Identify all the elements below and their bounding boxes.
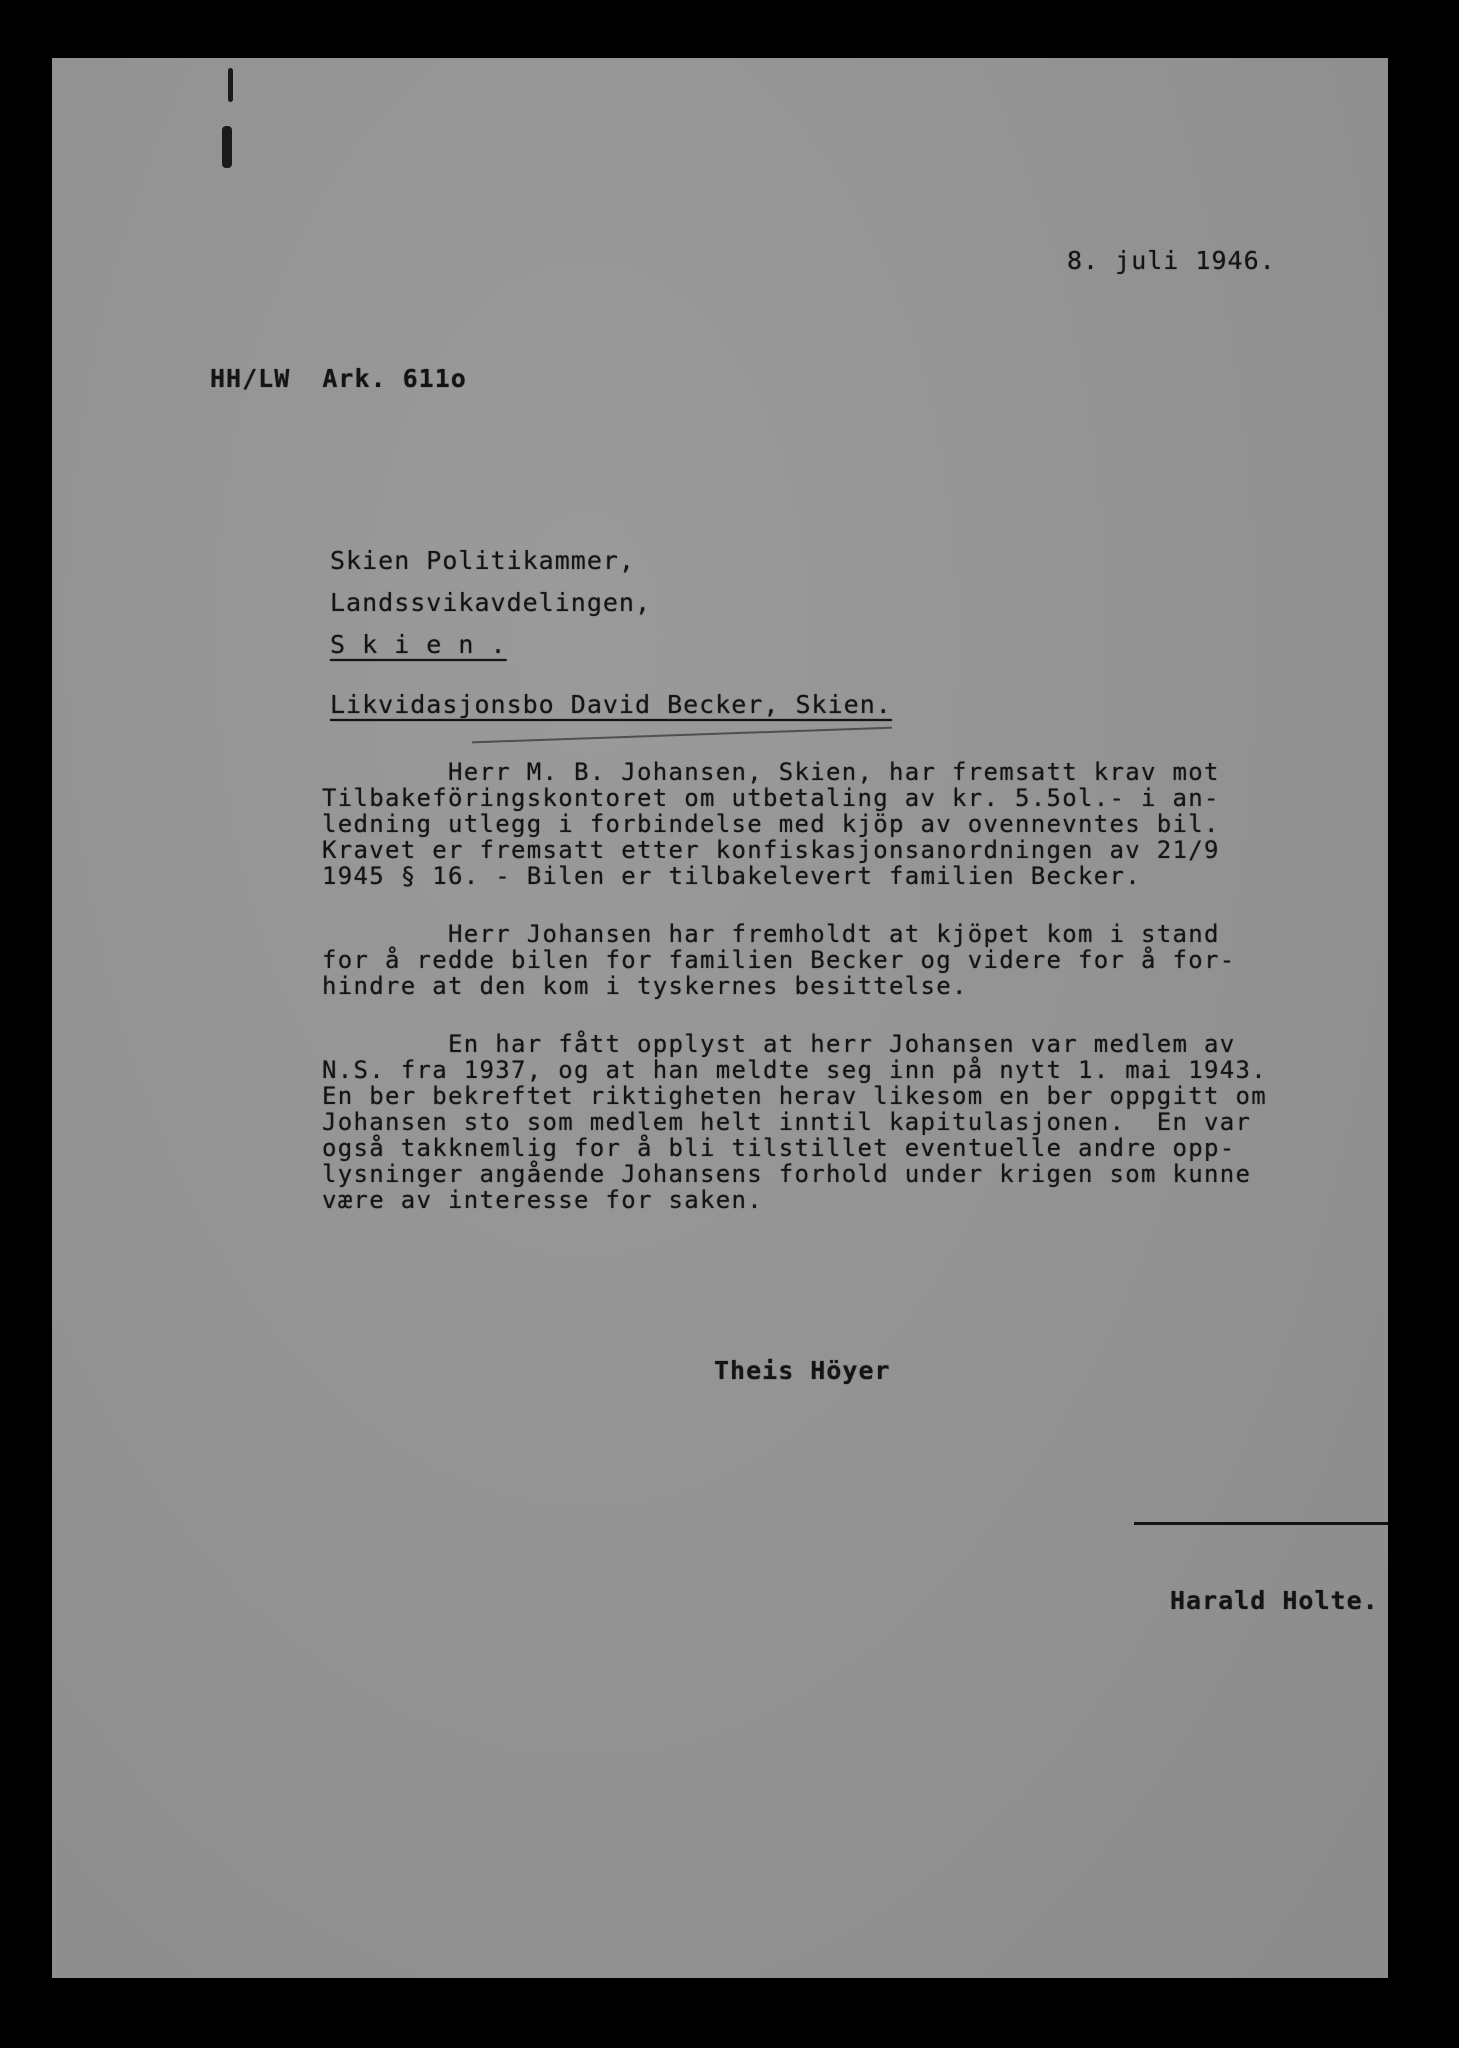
paragraph-line: lysninger angående Johansens forhold under krigen som kunne [322, 1160, 1252, 1188]
letter-page [52, 58, 1388, 1978]
margin-binding-mark [228, 68, 233, 102]
paragraph-line: for å redde bilen for familien Becker og videre for å for- [322, 946, 1236, 974]
paragraph-line: også takknemlig for å bli tilstillet eventuelle andre opp- [322, 1134, 1236, 1162]
paragraph-line: N.S. fra 1937, og at han meldte seg inn på nytt 1. mai 1943. [322, 1056, 1267, 1084]
paragraph-line: Herr Johansen har fremholdt at kjöpet kom i stand [322, 920, 1220, 948]
recipient-line-3: S k i e n . [330, 630, 507, 659]
paragraph-line: hindre at den kom i tyskernes besittelse. [322, 972, 968, 1000]
paragraph-line: være av interesse for saken. [322, 1186, 763, 1214]
letter-reference: HH/LW Ark. 611o [210, 364, 467, 393]
letter-subject: Likvidasjonsbo David Becker, Skien. [330, 690, 892, 719]
subject-scribble [472, 727, 892, 744]
signature-line [1134, 1522, 1388, 1525]
letter-date: 8. juli 1946. [1067, 246, 1276, 275]
margin-binding-mark [222, 126, 232, 168]
paragraph-line: En har fått opplyst at herr Johansen var medlem av [322, 1030, 1236, 1058]
paragraph-line: Johansen sto som medlem helt inntil kapitulasjonen. En var [322, 1108, 1252, 1136]
recipient-line-1: Skien Politikammer, [330, 546, 635, 575]
paragraph-line: Kravet er fremsatt etter konfiskasjonsanordningen av 21/9 [322, 836, 1220, 864]
paragraph-line: Tilbakeföringskontoret om utbetaling av kr. 5.5ol.- i an- [322, 784, 1220, 812]
recipient-line-2: Landssvikavdelingen, [330, 588, 652, 617]
paragraph-line: Herr M. B. Johansen, Skien, har fremsatt krav mot [322, 758, 1220, 786]
paragraph-line: 1945 § 16. - Bilen er tilbakelevert familien Becker. [322, 862, 1141, 890]
paragraph-line: En ber bekreftet riktigheten herav likesom en ber oppgitt om [322, 1082, 1267, 1110]
paragraph-line: ledning utlegg i forbindelse med kjöp av ovennevntes bil. [322, 810, 1220, 838]
signature-harald-holte: Harald Holte. [1170, 1586, 1379, 1615]
signature-theis-hoyer: Theis Höyer [714, 1356, 891, 1385]
